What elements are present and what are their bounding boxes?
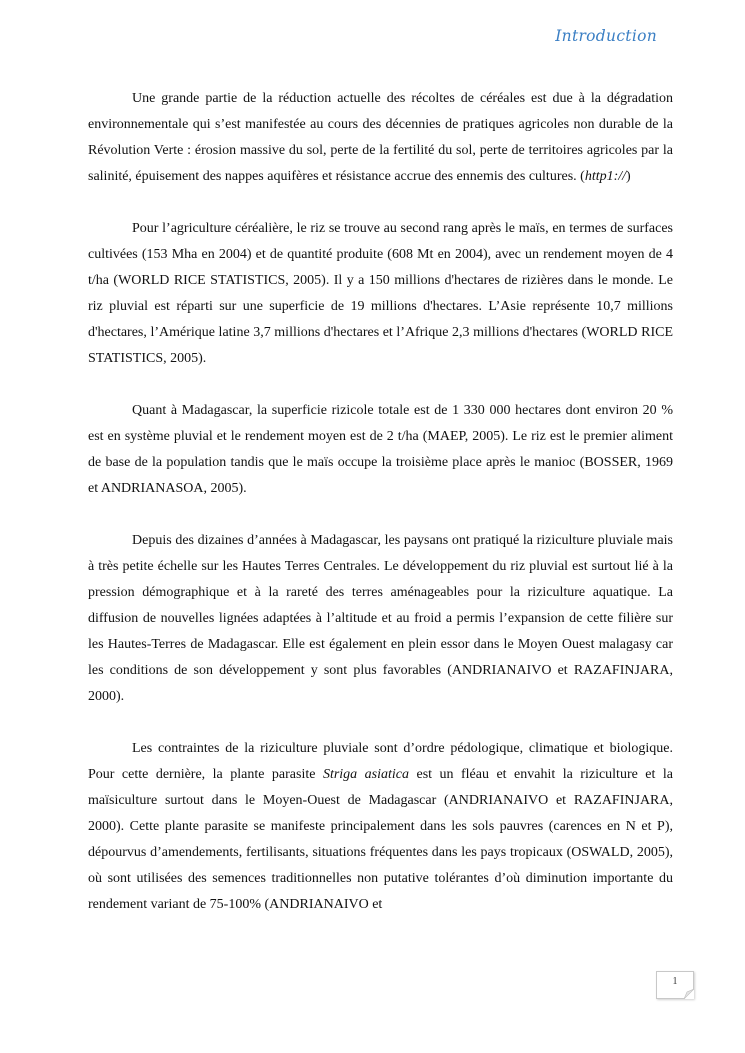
paragraph-2 (88, 216, 673, 372)
page-header-title: Introduction (555, 27, 657, 45)
paragraph-4 (88, 528, 673, 710)
citation-link-text: http1:// (584, 169, 627, 184)
paragraph-5-text-start: Les contraintes de la riziculture pluviale sont d’ordre pédologique, climatique et biologique. Pour cette dernière, la plante parasite (88, 741, 673, 782)
paragraph-5 (88, 736, 673, 918)
species-name: Striga asiatica (322, 767, 409, 782)
paragraph-1-close: ) (626, 169, 631, 184)
paragraph-1-text: Une grande partie de la réduction actuelle des récoltes de céréales est due à la dégradation environnementale qui s’est manifestée au cours des décennies de pratiques agricoles non durable de la Révolution Verte : érosion massive du sol, perte de la fertilité du sol, perte de territoires agricoles par la salinité, épuisement des nappes aquifères et résistance accrue des ennemis des cultures. ( (88, 91, 673, 184)
document-body (88, 86, 673, 918)
paragraph-5-text-end: est un fléau et envahit la riziculture et la maïsiculture surtout dans le Moyen-Ouest de Madagascar (ANDRIANAIVO et RAZAFINJARA, 2000). Cette plante parasite se manifeste principalement dans les sols pauvres (carences en N et P), dépourvus d’amendements, fertilisants, situations fréquentes dans les pays tropicaux (OSWALD, 2005), où sont utilisées des semences traditionnelles non putative tolérantes d’où diminution importante du rendement variant de 75-100% (ANDRIANAIVO et (88, 767, 673, 912)
paragraph-1 (88, 86, 673, 190)
paragraph-2-text: Pour l’agriculture céréalière, le riz se trouve au second rang après le maïs, en termes de surfaces cultivées (153 Mha en 2004) et de quantité produite (608 Mt en 2004), avec un rendement moyen de 4 t/ha (WORLD RICE STATISTICS, 2005). Il y a 150 millions d'hectares de rizières dans le monde. Le riz pluvial est réparti sur une superficie de 19 millions d'hectares. L’Asie représente 10,7 millions d'hectares, l’Amérique latine 3,7 millions d'hectares et l’Afrique 2,3 millions d'hectares (WORLD RICE STATISTICS, 2005). (88, 221, 673, 366)
page-curl-icon (684, 989, 694, 999)
page-number-box (656, 971, 694, 999)
paragraph-3 (88, 398, 673, 502)
paragraph-3-text: Quant à Madagascar, la superficie rizicole totale est de 1 330 000 hectares dont environ 20 % est en système pluvial et le rendement moyen est de 2 t/ha (MAEP, 2005). Le riz est le premier aliment de base de la population tandis que le maïs occupe la troisième place après le manioc (BOSSER, 1969 et ANDRIANASOA, 2005). (88, 403, 673, 496)
page-number: 1 (672, 976, 678, 987)
paragraph-4-text: Depuis des dizaines d’années à Madagascar, les paysans ont pratiqué la riziculture pluviale mais à très petite échelle sur les Hautes Terres Centrales. Le développement du riz pluvial est surtout lié à la pression démographique et à la rareté des terres aménageables pour la riziculture aquatique. La diffusion de nouvelles lignées adaptées à l’altitude et au froid a permis l’expansion de cette filière sur les Hautes-Terres de Madagascar. Elle est également en plein essor dans le Moyen Ouest malagasy car les conditions de son développement y sont plus favorables (ANDRIANAIVO et RAZAFINJARA, 2000). (88, 533, 673, 704)
